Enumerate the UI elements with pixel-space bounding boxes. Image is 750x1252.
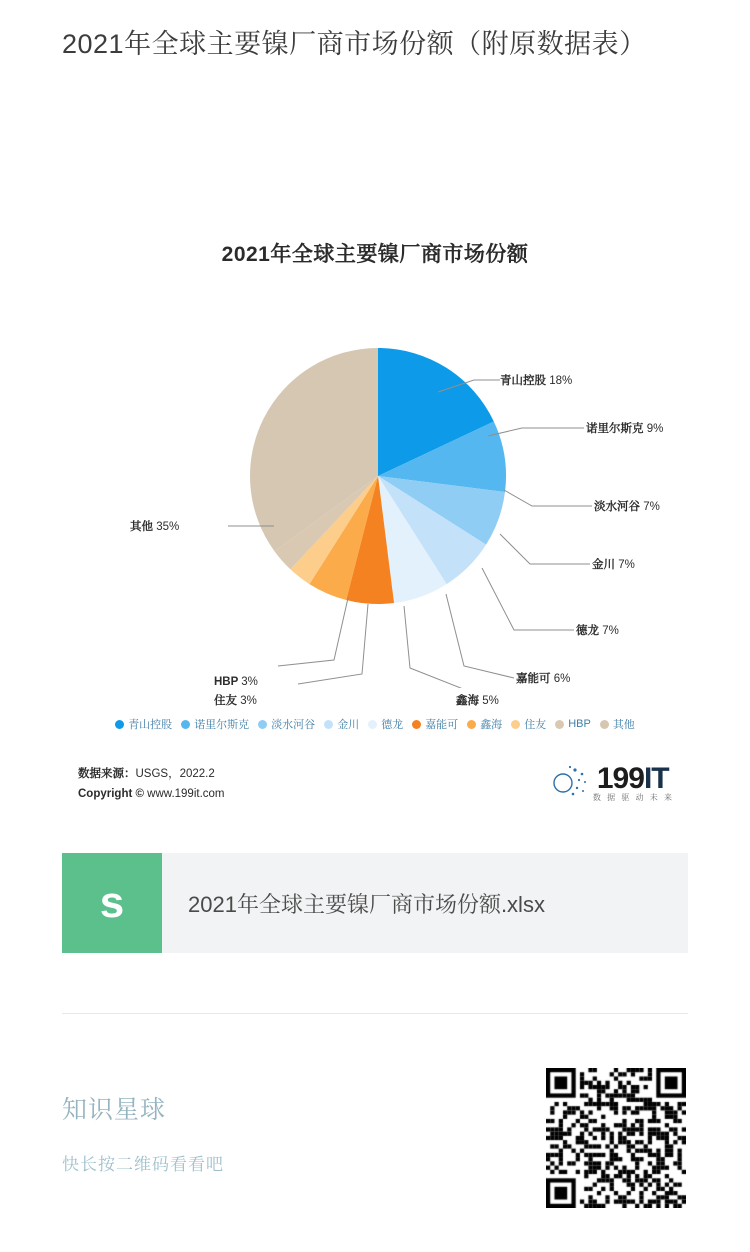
legend-label: 鑫海 xyxy=(480,719,503,731)
legend-dot-icon xyxy=(600,720,609,729)
footer-title: 知识星球 xyxy=(62,1096,167,1124)
legend-label: 德龙 xyxy=(381,719,404,731)
slice-label-6: 鑫海 5% xyxy=(456,695,499,707)
legend-item-5[interactable] xyxy=(412,716,458,732)
legend-dot-icon xyxy=(181,720,190,729)
legend-item-4[interactable] xyxy=(368,716,403,732)
legend-label: HBP xyxy=(568,718,591,730)
slice-label-5: 嘉能可 6% xyxy=(516,673,571,685)
slice-label-8: HBP 3% xyxy=(214,676,258,688)
legend-dot-icon xyxy=(511,720,520,729)
divider xyxy=(62,1013,688,1014)
logo-mark-icon xyxy=(551,762,593,804)
legend-dot-icon xyxy=(467,720,476,729)
footer-subtitle: 快长按二维码看看吧 xyxy=(62,1155,224,1174)
attachment-card[interactable] xyxy=(62,853,688,953)
pie-svg xyxy=(248,346,508,606)
legend-item-0[interactable] xyxy=(115,716,172,732)
legend-item-3[interactable] xyxy=(324,716,359,732)
spreadsheet-icon: s xyxy=(62,853,162,953)
legend-item-7[interactable] xyxy=(511,716,546,732)
legend-label: 淡水河谷 xyxy=(271,719,316,731)
legend-label: 住友 xyxy=(524,719,547,731)
page-title: 2021年全球主要镍厂商市场份额（附原数据表） xyxy=(62,29,647,59)
pie-chart xyxy=(248,346,508,606)
slice-label-1: 诺里尔斯克 9% xyxy=(586,423,664,435)
slice-label-9: 其他 35% xyxy=(130,521,180,533)
legend-label: 嘉能可 xyxy=(425,719,459,731)
slice-label-0: 青山控股 18% xyxy=(500,375,573,387)
legend-dot-icon xyxy=(412,720,421,729)
site-logo xyxy=(551,762,674,804)
copyright-label: Copyright © xyxy=(78,788,144,800)
slice-label-7: 住友 3% xyxy=(214,695,257,707)
chart-title: 2021年全球主要镍厂商市场份额 xyxy=(221,243,529,266)
legend-label: 诺里尔斯克 xyxy=(194,719,250,731)
legend-label: 金川 xyxy=(337,719,360,731)
slice-label-3: 金川 7% xyxy=(592,559,635,571)
source-text xyxy=(78,764,225,804)
source-value: USGS，2022.2 xyxy=(135,768,215,780)
source-row xyxy=(62,760,688,830)
legend-item-9[interactable] xyxy=(600,716,635,732)
legend-dot-icon xyxy=(258,720,267,729)
legend-dot-icon xyxy=(368,720,377,729)
legend-item-8[interactable] xyxy=(555,716,591,732)
legend-item-2[interactable] xyxy=(258,716,315,732)
legend-item-1[interactable] xyxy=(181,716,249,732)
logo-subtitle: 数 据 驱 动 未 来 xyxy=(592,792,674,802)
slice-label-2: 淡水河谷 7% xyxy=(594,501,660,513)
legend-label: 青山控股 xyxy=(128,719,173,731)
source-label: 数据来源： xyxy=(78,768,136,780)
slice-label-4: 德龙 7% xyxy=(576,625,619,637)
logo-text: 199IT xyxy=(596,761,669,795)
legend-dot-icon xyxy=(555,720,564,729)
legend-item-6[interactable] xyxy=(467,716,502,732)
legend-dot-icon xyxy=(324,720,333,729)
legend-dot-icon xyxy=(115,720,124,729)
chart-area xyxy=(62,268,688,707)
chart-card xyxy=(62,208,688,840)
attachment-filename: 2021年全球主要镍厂商市场份额.xlsx xyxy=(188,891,545,917)
qr-code[interactable] xyxy=(546,1068,686,1208)
copyright-value: www.199it.com xyxy=(143,788,225,800)
chart-legend xyxy=(62,716,688,732)
legend-label: 其他 xyxy=(612,719,635,731)
